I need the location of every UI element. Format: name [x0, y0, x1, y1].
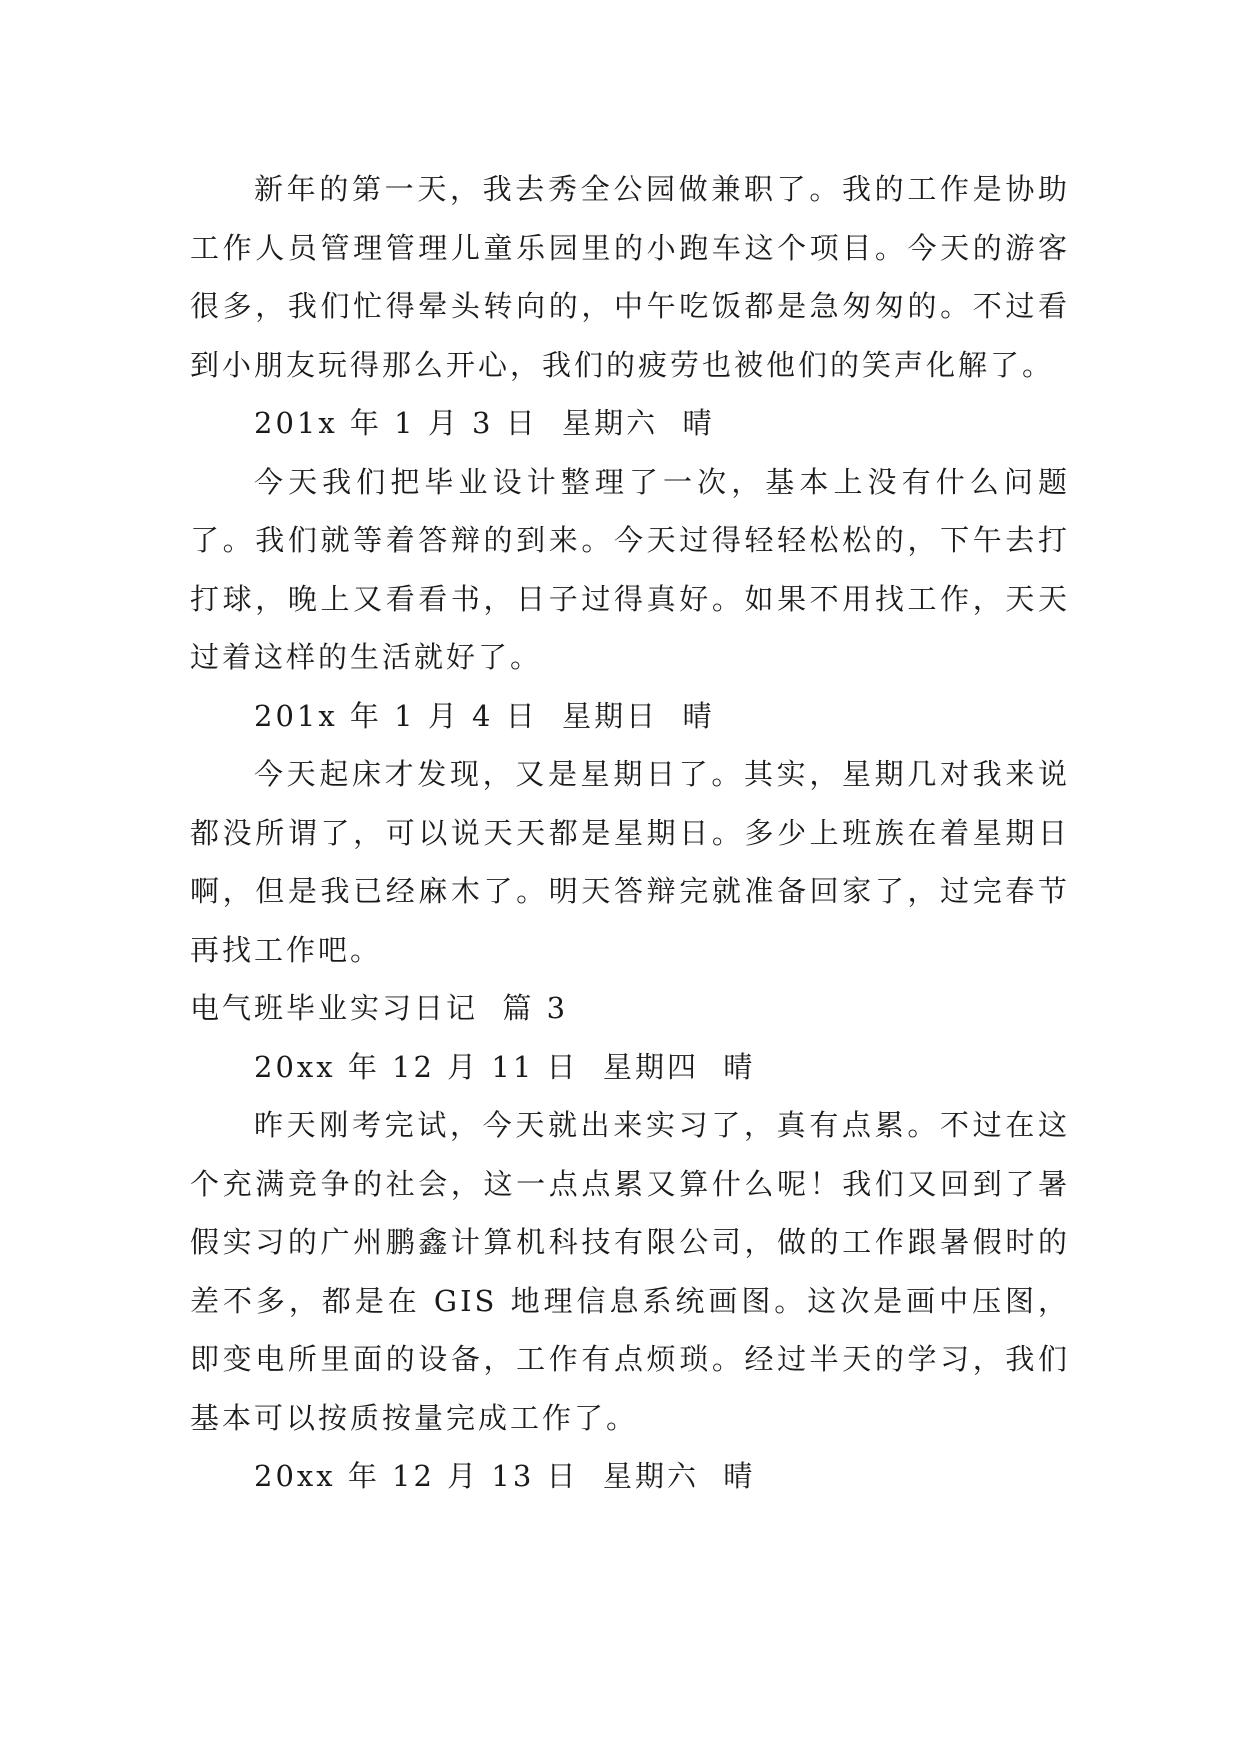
document-body — [190, 160, 1070, 1506]
diary-date-line: 201x 年 1 月 3 日 星期六 晴 — [254, 406, 715, 440]
diary-date-line: 20xx 年 12 月 11 日 星期四 晴 — [254, 1049, 756, 1084]
diary-paragraph: 今天起床才发现，又是星期日了。其实，星期几对我来说都没所谓了，可以说天天都是星期日。多少上班族在着星期日啊，但是我已经麻木了。明天答辩完就准备回家了，过完春节再找工作吧。 — [190, 757, 1070, 967]
diary-paragraph: 新年的第一天，我去秀全公园做兼职了。我的工作是协助工作人员管理管理儿童乐园里的小跑车这个项目。今天的游客很多，我们忙得晕头转向的，中午吃饭都是急匆匆的。不过看到小朋友玩得那么开心，我们的疲劳也被他们的笑声化解了。 — [190, 172, 1070, 382]
diary-paragraph: 今天我们把毕业设计整理了一次，基本上没有什么问题了。我们就等着答辩的到来。今天过得轻轻松松的，下午去打打球，晚上又看看书，日子过得真好。如果不用找工作，天天过着这样的生活就好了。 — [190, 464, 1070, 674]
diary-date-line: 201x 年 1 月 4 日 星期日 晴 — [254, 698, 715, 733]
section-heading: 电气班毕业实习日记 篇 3 — [190, 991, 569, 1025]
diary-date-line: 20xx 年 12 月 13 日 星期六 晴 — [254, 1459, 756, 1493]
diary-paragraph: 昨天刚考完试，今天就出来实习了，真有点累。不过在这个充满竞争的社会，这一点点累又算什么呢！我们又回到了暑假实习的广州鹏鑫计算机科技有限公司，做的工作跟暑假时的差不多，都是在 GIS 地理信息系统画图。这次是画中压图，即变电所里面的设备，工作有点烦琐。经过半天的学习，我们基本可以按质按量完成工作了。 — [190, 1108, 1070, 1435]
